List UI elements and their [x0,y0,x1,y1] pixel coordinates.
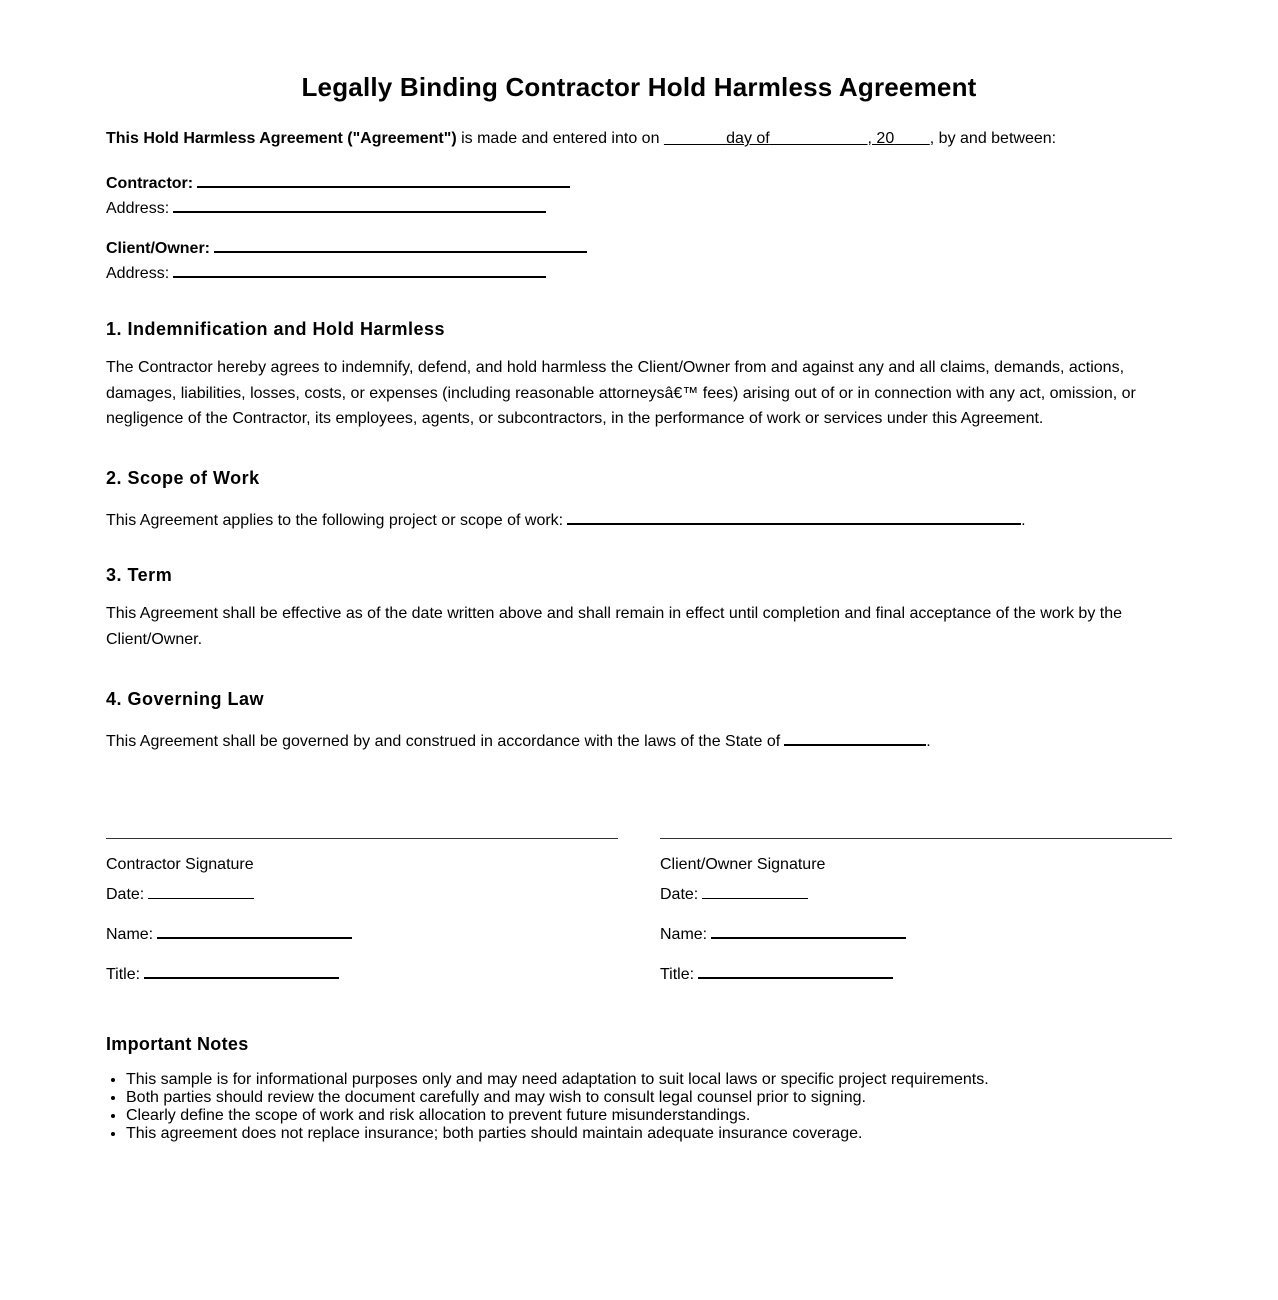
contractor-date-field[interactable] [148,882,254,899]
intro-bold-lead: This Hold Harmless Agreement ("Agreement") [106,130,457,147]
day-of-text: day of [726,130,770,147]
note-item: • This sample is for informational purposes only and may need adaptation to suit local laws or specific project requirements. [126,1071,989,1089]
contractor-printed-name-field[interactable] [157,921,352,939]
section-3-body: This Agreement shall be effective as of the date written above and shall remain in effect until completion and final acceptance of the work by the Client/Owner. [106,605,1123,648]
contractor-address-field[interactable] [173,195,546,213]
contractor-signature-line[interactable] [106,838,618,839]
section-4-heading: 4. Governing Law [106,689,265,709]
client-signature-line[interactable] [660,838,1172,839]
contractor-signature-label: Contractor Signature [106,856,254,873]
client-date-field[interactable] [702,882,808,899]
date-day-field[interactable] [664,130,930,147]
client-address-line [106,260,546,283]
contractor-address-line [106,195,546,218]
contractor-name-label: Name: [106,926,154,943]
contractor-name-field[interactable] [197,170,570,188]
intro-tail: , by and between: [929,130,1057,147]
client-printed-name-field[interactable] [711,921,906,939]
section-2-body: This Agreement applies to the following project or scope of work: [106,512,564,529]
client-name-label: Name: [660,926,708,943]
contractor-label: Contractor: [106,175,194,192]
scope-of-work-field[interactable] [567,507,1021,525]
client-address-field[interactable] [173,260,546,278]
client-date-label: Date: [660,886,699,903]
client-title-field[interactable] [698,961,893,979]
client-date-row [660,882,808,904]
client-title-label: Title: [660,966,695,983]
contractor-name-row [106,921,352,944]
section-2-heading: 2. Scope of Work [106,468,260,488]
important-notes-heading: Important Notes [106,1034,249,1054]
client-name-field[interactable] [214,235,587,253]
client-name-row [660,921,906,944]
section-3-heading: 3. Term [106,565,173,585]
important-notes-list [106,1071,989,1143]
section-2-period: . [1021,512,1026,529]
contractor-date-label: Date: [106,886,145,903]
note-item: • Both parties should review the document carefully and may wish to consult legal counsel prior to signing. [126,1089,989,1107]
contractor-title-row [106,961,339,984]
client-line [106,235,587,258]
contractor-title-field[interactable] [144,961,339,979]
document-title: Legally Binding Contractor Hold Harmless Agreement [301,72,977,102]
intro-line [106,130,1056,148]
contractor-address-label: Address: [106,200,170,217]
note-item: • This agreement does not replace insurance; both parties should maintain adequate insurance coverage. [126,1125,989,1143]
client-address-label: Address: [106,265,170,282]
section-2-line [106,507,1026,530]
section-4-body: This Agreement shall be governed by and construed in accordance with the laws of the State of [106,733,781,750]
client-title-row [660,961,893,984]
client-signature-label: Client/Owner Signature [660,856,826,873]
contractor-title-label: Title: [106,966,141,983]
note-item: • Clearly define the scope of work and risk allocation to prevent future misunderstandings. [126,1107,989,1125]
section-4-line [106,728,931,751]
contractor-line [106,170,570,193]
contractor-date-row [106,882,254,904]
state-field[interactable] [784,728,926,746]
year-prefix-text: , 20 [867,130,895,147]
section-1-body: The Contractor hereby agrees to indemnify, defend, and hold harmless the Client/Owner from and against any and all claims, demands, actions, damages, liabilities, losses, costs, or expenses (including reasonable attorneysâ€™ fees) arising out of or in connection with any act, omission, or negligence of the Contractor, its employees, agents, or subcontractors, in the performance of work or services under this Agreement. [106,359,1136,428]
client-label: Client/Owner: [106,240,211,257]
section-4-period: . [926,733,931,750]
intro-text: is made and entered into on [456,130,664,147]
section-1-heading: 1. Indemnification and Hold Harmless [106,319,446,339]
